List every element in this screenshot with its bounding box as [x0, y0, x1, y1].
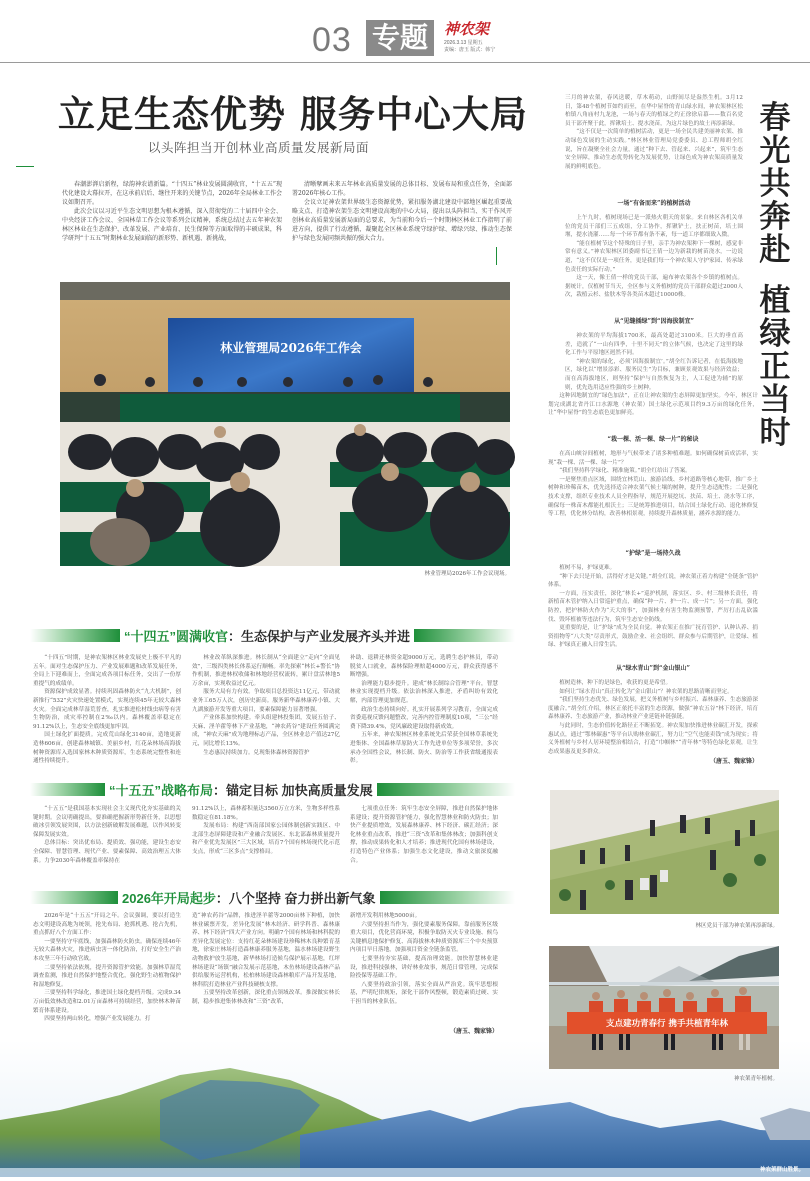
vertical-title-char: 正 [759, 349, 791, 385]
feature-part-5: 植树造林，种下的是绿色，收获的更是希望。 如何让“绿水青山”真正转化为“金山银山”？神农架的思路清晰而坚定。 “我们坚持生态优先、绿色发展，把义务植树与乡村振兴、森林康养、生态旅游深度融合。”胡全红介绍，林区正依托丰富的生态资源，做强“神农五谷”林下经济，培育森林康养、生态旅游产业，推动林业产业延链补链强链。 与此同时，生态价值转化路径正不断拓宽。神农架加快推进林业碳汇开发，探索惠试点，通过“鄂林碳惠”等平台认购林业碳汇，努力让“空气也能卖钱”成为现实；将义务植树与乡村人居环境整治相结合，打造“巾帼林”“青年林”等特色绿化景观，让生态成果惠及更多群众。 [548, 680, 758, 755]
section-2-column-1: “十五五”是我国基本实现社会主义现代化夯实基础的关键时期。会议明确提出，要准确把握新形势新任务，以思想破冰引领发展突围，以方法创新破解发展难题，以作风转变保障发展实效。 总体目标：突出优布局、提质效、强功能，建设生态安全保障、智慧管理、现代产业、要素保障、高效治理五大体系。力争2030年森林覆盖率保持在 [33, 806, 181, 864]
feature-subhead-2: 从“见缝插绿”到“因海拔制宜” [614, 318, 694, 325]
section-1-heading [30, 626, 515, 644]
youth-planting-caption: 神农架青年植树。 [733, 1076, 778, 1082]
feature-subhead-5: 从“绿水青山”到“金山银山” [616, 665, 690, 672]
feature-part-1: 上午九时，植树现场已是一派热火朝天的景象。来自林区各机关单位的党员干部们三五成组，分工协作，挥锹铲土，扶正树苗，培土围堰，提水浇灌……每一个环节都有条不紊，每一道工序都细致入微。 “能在植树节这个特殊的日子里，亲手为神农架种下一棵树，感觉非常有意义。”神农架林区团委副书记王倩一边为新栽的树苗浇水，一边说道，“这不仅仅是一项任务，更是我们每一个神农架人守护家园、传承绿色责任的实际行动。” 这一天，像王倩一样的党员干部，遍布神农架各个乡镇的植树点。据统计，仅植树节当天，全区参与义务植树的党员干部群众超过2000人次，栽植云杉、盐肤木等各类苗木超过10000株。 [565, 215, 743, 299]
meeting-photo [60, 282, 510, 566]
planting-photo [550, 790, 779, 914]
feature-subhead-4: “护绿”是一场持久战 [625, 550, 681, 557]
issue-meta [444, 40, 495, 54]
feature-part-2b: 这种因地制宜的“绿色加法”，正在让神农架的生态屏障更加坚实。今年，林区计划完成湖北省丹江口水源地（神农架）国土绿化示范项目约9.3万亩的绿化任务，让“华中屋脊”的生态底色更加鲜亮。 [548, 393, 758, 417]
youth-planting-photo-image [549, 946, 779, 1069]
feature-part-4: 植树不易，护绿更难。 “种下去只是开始，活得好才是关键。”胡全红说，神农架正着力构建“全链条”管护体系。 一方面，压实责任，深化“林长+”巡护机制，落实区、乡、村三级林长责任，将新植苗木管护纳入日常巡护重点，确保“种一片、护一片、成一片”；另一方面，强化防控，把护林防火作为“天大的事”，加强林业有害生物监测预警，严厉打击乱砍滥伐、毁坏植被等违法行为，筑牢生态安全防线。 更重要的是，让“护绿”成为全民自觉。神农架正在推广抚育管护、认种认养、捐资捐物等“八大类”尽责形式，鼓励企业、社会组织、群众参与后期管护，让爱绿、植绿、护绿真正融入日常生活。 [548, 565, 759, 649]
vertical-title-char: 绿 [759, 316, 791, 352]
intro-column-2: 清晰擘画未来五年林业高质量发展的总体目标、发展布局和重点任务，全面部署2026年核心工作。 会议立足神农架世界级生态资源优势，紧扣服务湖北建设中部地区崛起重要战略支点、打造神农架生态文明建设高地的中心大局，提出以头阵担当、实干作风开创林业高质量发展新局面的总要求，为当前和今后一个时期林区林业工作指明了前进方向，提供了行动遵循，凝聚起全区林业系统守绿护绿、增绿兴绿、推动生态保护与绿色发展同频共振的强大合力。 [292, 181, 512, 242]
intro-accent-vline [496, 247, 497, 265]
vertical-title-char: 共 [759, 166, 791, 202]
feature-part-2a: 神农架的平均海拔1700米，最高处超过3100米。巨大的垂直高差，造就了“一山有四季，十里不同天”的立体气候，也决定了这里的绿化工作与平原地区迥然不同。 “神农架的绿化，必须‘因海拔制宜’。”胡全红告诉记者，在低海拔地区，绿化以“增景添彩、服务民生”为目标，兼顾景观效果与经济效益；而在高海拔地区，则坚持“保护与自然恢复为主，人工促进为辅”的原则，优先选用适应性强的乡土树种。 [565, 333, 743, 391]
section-3-column-3: 新增开发利用林地5000亩。 六要坚持担当作为，强化要素服务保障。靠前服务区级重大项目，优化营商环境，积极争取防灭火专业设施、候鸟关键栖息地保护修复、高海拔林木种质资源库三个中央预算内项目早日落地，加强项目资金全链条监管。 七要坚持夯实基础，提高治理效能。加快智慧林业建设，推进科技强林，讲好林业故事，规范日常管理，完成保险投保等基础工作。 八要坚持政治引领，落实全面从严治党。筑牢思想根基，严明纪律规矩，深化干部作风整顿，锻造素质过硬、实干担当的林业队伍。 [350, 913, 498, 1005]
feature-subhead-3: “栽一棵、活一棵、绿一片”的秘诀 [607, 436, 699, 443]
vertical-title-char: 赴 [759, 232, 791, 268]
meeting-photo-caption: 林业管理局2026年工作会议现场。 [424, 571, 510, 577]
youth-planting-photo [549, 946, 779, 1069]
newspaper-logo: 神农架 [444, 20, 490, 38]
vertical-title-char: 植 [759, 283, 791, 319]
section-2-heading [30, 780, 515, 798]
section-3-title: 2026年开局起步：八个坚持 奋力拼出新气象 [122, 890, 376, 906]
section-1-bar-right [414, 629, 515, 642]
issue-date: 2026.3.13 星期五 [444, 40, 483, 46]
feature-intro: 三月的神农架，春风送暖，草木萌动，山野间尽是盎然生机。3月12日，第48个植树节如约而至，在华中屋脊的青山绿水间，神农架林区松柏镇八角庙村九龙池，一场与春天的植绿之约正徐徐启幕——数百名党员干部齐聚于此，挥锹培土、提水浇苗，为这片绿色的故土再添新绿。 “这不仅是一次简单的植树活动，更是一场全民共建美丽神农架、推动绿色发展的生动实践。”林区林业管理局党委委员、总工程师胡全红说，旨在凝聚全社会力量，通过“种下去、管起来、兴起来”，筑牢生态安全屏障，推动生态优势转化为发展优势，让绿色成为神农架高质量发展的鲜明底色。 [565, 95, 743, 170]
section-1-column-1: “十四五”时期，是神农架林区林业发展史上极不平凡的五年。面对生态保护压力、产业发展难题和改革发展任务，全局上下迎难而上，全面完成各项目标任务，交出了一份厚重提气的成绩单。 资源保护成效显著。持续巩固森林防火“九大机制”，创新推行“532”火灾快速处置模式，实现连续45年无较大森林火灾。全面完成林草湿荒普查，扎实推进松材线虫病等有害生物防治，成灾率控制在2‰以内。森林覆盖率稳定在91.12%以上，生态安全底线更加牢固。 国土绿化扩面提质。完成荒山绿化3140亩，造地更新造林606亩，创建森林城镇、美丽乡村，红花朵林场高海拔树种资源库入选国家林木种质资源库，生态系统完整性和连通性持续提升。 [33, 655, 181, 765]
section-3-bar-right [380, 891, 515, 904]
feature-vertical-title [752, 102, 798, 450]
sub-headline: 以头阵担当开创林业高质量发展新局面 [148, 141, 370, 155]
section-3-heading [30, 888, 515, 906]
section-1-bar-left [30, 629, 120, 642]
section-3-column-1: 2026年是“十五五”开局之年。会议强调，要以打造生态文明建设高地为统领，抢先布局、抢抓机遇、抢占先机，重点抓好八个方面工作： 一要坚持守牢底线，加强森林防火防虫。确保连续46年无较大森林火灾，推进病虫害一体化防治，打好安全生产治本攻坚三年行动收官战。 二要坚持依法依规，提升资源管护效能。加强林草湿荒调查监测，推进自然保护地整合优化，强化野生动植物保护和湿地修复。 三要坚持科学绿化，推进国土绿化提档升级。完成9.34万亩低效林改造和2.01万亩森林可持续经营，加快林木种苗繁育体系建设。 四要坚持两山转化，增强产业发展能力。打 [33, 913, 181, 1023]
section-3-bar-left [30, 891, 118, 904]
main-headline: 立足生态优势 服务中心大局 [58, 92, 528, 136]
section-2-bar-right [377, 783, 515, 796]
planting-photo-image [550, 790, 779, 914]
section-1-title: “十四五”圆满收官：生态保护与产业发展齐头并进 [124, 628, 411, 644]
vertical-title-char: 时 [759, 415, 791, 451]
youth-banner-text: 支点建功青春行 携手共植青年林 [606, 1019, 728, 1029]
feature-title-line-2 [752, 285, 798, 450]
meeting-photo-image [60, 282, 510, 566]
vertical-title-char: 春 [759, 100, 791, 136]
feature-byline: （唐玉、魏家锋） [709, 758, 758, 765]
vertical-title-char: 奔 [759, 199, 791, 235]
meeting-banner-text: 林业管理局2026年工作会 [220, 341, 362, 355]
section-3-byline: （唐玉、魏家锋） [449, 1028, 498, 1035]
header-rule [0, 62, 810, 63]
section-2-title: “十五五”战略布局：锚定目标 加快高质量发展 [109, 782, 373, 798]
intro-column-1: 春潮澎湃启新程，绿韵神农谱新篇。“十四五”林业发展圆满收官，“十五五”现代化建设大幕拉开，在这承前启后、继往开来的关键节点，2026年全局林业工作会议如期召开。 此次会议以习近平生态文明思想为根本遵循，深入贯彻党的二十届四中全会、中央经济工作会议、全国林草工作会议等系列会议精神，系统总结过去五年神农架林区林业在生态保护、改革发展、产业培育、民生保障等方面取得的丰硕成果，科学研判“十五五”时期林业发展面临的新形势、新机遇、新挑战， [62, 181, 282, 242]
feature-title-line-1 [752, 102, 798, 267]
section-2-column-3: 七项重点任务：筑牢生态安全屏障，推进自然保护地体系建设；提升资源管护能力，强化智慧林业和防火防虫；加快产业提质增效，发展森林康养、林下经济、碳汇经济；深化林业重点改革，推进“三资”改革和集体林改；加强科创支撑，推动成果转化和人才培养；推进现代化国有林场建设，打造特色产业体系；加强生态文化建设，推动文旅深度融合。 [350, 806, 498, 864]
issue-editor: 责编：唐玉 版式：韩宁 [444, 47, 496, 53]
section-label: 专题 [366, 20, 434, 56]
vertical-title-char: 当 [759, 382, 791, 418]
section-1-column-3: 补助、退耕还林资金超9000万元，选聘生态护林员，带动脱贫人口就业，森林保险理赔超4000万元，群众获得感不断增强。 治理能力稳步提升。建成“林长制综合管理”平台，智慧林业实现提档升级。依法治林深入推进，矛盾纠纷有效化解，内部管理更加规范。 政治生态持续向好。扎实开展系列学习教育，全面完成省委巡视反馈问题整改，完善内控管理制度10项，“三公”经费下降39.4%，党风廉政建设取得新成效。 五年来，神农架林区林业系统先后荣获全国林草系统先进集体、全国森林草原防火工作先进单位等多项荣誉，多次承办全国性会议，林长制、防火、防治等工作获省级通报表彰。 [350, 655, 498, 765]
section-2-column-2: 91.12%以上，森林蓄积量达3560万立方米，生物多样性系数稳定在81.18%。 发展布局：构建“西南部国家公园体制创新实践区、中北部生态屏障建设和产业融合发展区、东北部森林质量提升和产业优先发展区”三大区域，培育7个国有林场现代化示范支点，形成“三区多点”支撑格局。 [192, 806, 340, 855]
section-2-bar-left [30, 783, 105, 796]
feature-subhead-1: 一场“有备而来”的植树活动 [617, 200, 691, 207]
feature-part-3: 在高山峡谷间植树，地形与气候带来了诸多种植难题。如何确保树苗成活率，实现“栽一棵、活一棵、绿一片”？ “我们坚持科学绿化、精准施策。”胡全红给出了答案。 一是聚焦重点区域，围绕宜林荒山、旅游沿线、乡村道路等核心地带，推广乡土树种和珍稀苗木，优先选择适合神农架气候土壤的树种，提升生态适配性；二是强化技术支撑，组织专业技术人员全程指导，规范开展挖坑、扶苗、培土、浇水等工序，确保每一株苗木都能扎根沃土；三是统筹推进项目，结合国土绿化行动、退化林修复等工程，优化林分结构，改善林相景观，持续提升森林质量，涵养水源的能力。 [548, 451, 758, 518]
vertical-title-char: 光 [759, 133, 791, 169]
planting-photo-caption: 林区党员干部为神农架再添新绿。 [695, 923, 778, 929]
panorama-caption: 神农架群山胜景。 [759, 1167, 804, 1173]
section-1-column-2: 林业改革纵深推进。林长制从“全面建立”走向“全面见效”，三级四类林长体系运行顺畅。率先探索“林长+警长”协作机制，推进林权收储和林地经营权流转，累计盘活林地5万余亩，实现收益过亿元。 服务大局有力有效。争取项目总投资达11亿元，带动就业务工65万人次，创历史新高。服务新华森林康养小镇、大九湖旅游开发等重大项目，要素保障能力显著增强。 产业体系加快构建。牵头组建林投集团，发展五倍子、天麻、淫羊藿等林下产业基地，“神农药谷”建设任务圆满完成，“神农天麻”成为地理标志产品，全区林业总产值达27亿元，同比增长13%。 生态惠民持续加力。兑现集体森林资源管护 [192, 655, 340, 756]
section-3-column-2: 造“神农药谷”品牌，推进淫羊藿等2000亩林下种植，加快林业碳票开发，差异化发展“林木经济、研学科普、森林康养、林下经济”四大产业方向。明确7个国有林场和林科院的差异化发展定位：支持红花朵林场建设珍稀林木良种繁育基地，徐家庄林场打造森林康养服务基地，温水林场建设野生动物救护放生基地，新华林场打造候鸟保护展示基地，红坪林场建设“场镇”融合发展示范基地，木鱼林场建设森林产品供给服务运营机构，松柏林场建设森林粮库产品开发基地，林科院打造林业产业科技硬核支撑。 五要坚持改革创新，深化重点领域改革。推深做实林长制，稳步推进集体林改和“三资”改革， [192, 913, 340, 1005]
page-number: 03 [312, 21, 352, 59]
intro-accent-line [16, 166, 34, 167]
